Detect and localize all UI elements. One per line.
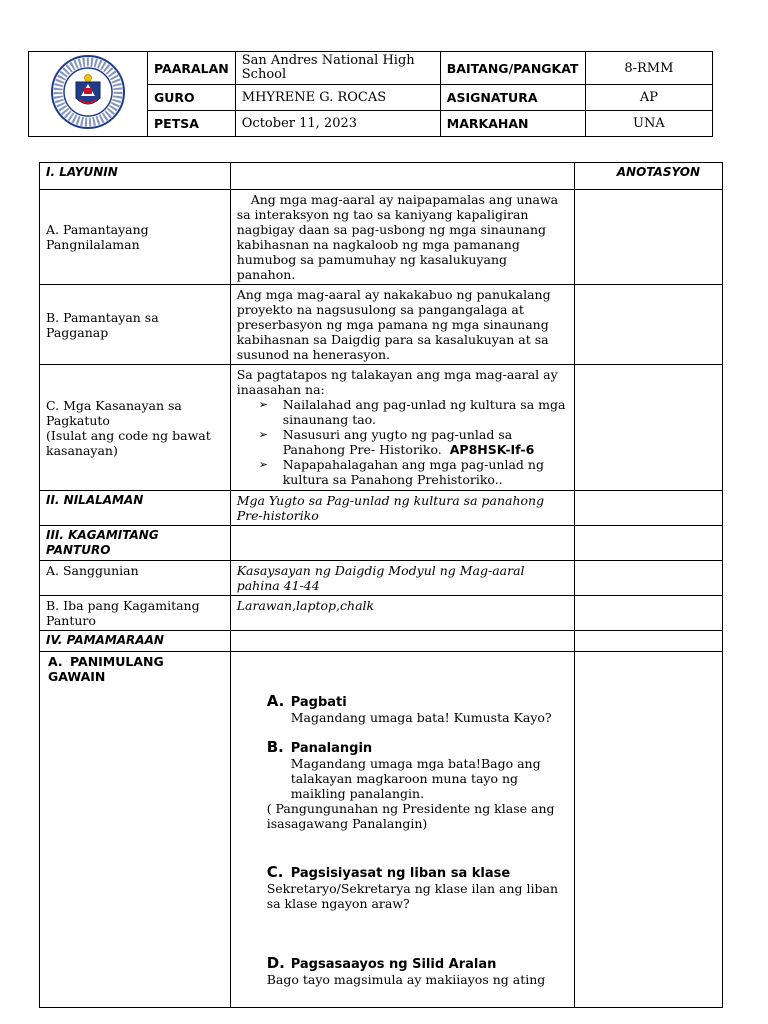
paaralan-value: San Andres National High School — [235, 52, 440, 85]
kasanayan-intro: Sa pagtatapos ng talakayan ang mga mag-aaral ay inaasahan na: — [236, 367, 558, 397]
sanggunian-label: A. Sanggunian — [40, 561, 231, 596]
guro-value: MHYRENE G. ROCAS — [235, 85, 440, 111]
nilalaman-heading: II. NILALAMAN — [40, 491, 231, 526]
logo-cell — [29, 52, 148, 137]
arrow-bullet-icon: ➢ — [258, 428, 268, 441]
pamantayan-sa-pagganap-label: B. Pamantayan sa Pagganap — [40, 285, 231, 365]
table-row — [40, 491, 723, 526]
pamamaraan-heading: IV. PAMAMARAAN — [40, 631, 231, 652]
paaralan-label: PAARALAN — [148, 52, 236, 85]
kasanayan-note: (Isulat ang code ng bawat kasanayan) — [46, 427, 211, 458]
pagsasaayos-text: Bago tayo magsimula ay makiiayos ng ating — [266, 972, 546, 987]
kagamitan-heading: III. KAGAMITANG PANTURO — [40, 526, 231, 561]
baitang-label: BAITANG/PANGKAT — [440, 52, 585, 85]
step-pagbati: A. Pagbati Magandang umaga bata! Kumusta Kayo? — [266, 692, 552, 725]
pamantayang-pangnilalaman-label: A. Pamantayang Pangnilalaman — [40, 190, 231, 285]
lesson-plan-table — [39, 162, 723, 1008]
pagsisiyasat-text: Sekretaryo/Sekretarya ng klase ilan ang liban sa klase ngayon araw? — [266, 881, 558, 911]
kasanayan-cell — [40, 365, 231, 491]
arrow-bullet-icon: ➢ — [258, 458, 268, 471]
step-panalangin: B. Panalangin Magandang umaga mga bata!Bago ang talakayan magkaroon muna tayo ng maikling panalangin. — [266, 738, 541, 801]
asignatura-label: ASIGNATURA — [440, 85, 585, 111]
table-row — [40, 163, 723, 190]
table-row — [40, 285, 723, 365]
iba-pang-kagamitan-label: B. Iba pang Kagamitang Panturo — [40, 596, 231, 631]
iba-pang-kagamitan-text: Larawan,laptop,chalk — [230, 596, 574, 631]
kasanayan-content — [230, 365, 574, 491]
step-pagsisiyasat: C. Pagsisiyasat ng liban sa klase — [266, 863, 511, 881]
guro-label: GURO — [148, 85, 236, 111]
kasanayan-list — [237, 397, 568, 487]
list-item: ➢ Napapahalagahan ang mga pag-unlad ng kultura sa Panahong Prehistoriko.. — [258, 457, 544, 487]
kasanayan-label: C. Mga Kasanayan sa Pagkatuto — [46, 397, 182, 428]
nilalaman-text: Mga Yugto sa Pag-unlad ng kultura sa panahong Pre-historiko — [230, 491, 574, 526]
deped-seal-icon — [50, 54, 126, 130]
markahan-label: MARKAHAN — [440, 111, 585, 137]
panalangin-note: ( Pangungunahan ng Presidente ng klase ang isasagawang Panalangin) — [266, 801, 555, 831]
table-row — [40, 631, 723, 652]
list-item: ➢ Nasusuri ang yugto ng pag-unlad sa Panahong Pre- Historiko. AP8HSK-If-6 — [258, 427, 535, 457]
panimulang-gawain-label: A. PANIMULANG GAWAIN — [40, 652, 231, 1008]
table-row — [40, 652, 723, 1008]
pamantayan-sa-pagganap-text: Ang mga mag-aaral ay nakakabuo ng panukalang proyekto na nagsusulong sa pangangalaga at preserbasyon ng mga pamana ng mga sinaunang kabihasnan sa Daigdig para sa kasalukuyan at sa susunod na henerasyon. — [230, 285, 574, 365]
pamantayang-pangnilalaman-text: Ang mga mag-aaral ay naipapamalas ang unawa sa interaksyon ng tao sa kaniyang kapaligiran nagbigay daan sa pag-usbong ng mga sinaunang kabihasnan na nagkaloob ng mga pamanang humubog sa pamumuhay ng kasalukuyang panahon. — [230, 190, 574, 285]
table-row — [40, 596, 723, 631]
header-table — [28, 51, 713, 137]
asignatura-value: AP — [585, 85, 712, 111]
table-row — [40, 365, 723, 491]
list-item: ➢ Nailalahad ang pag-unlad ng kultura sa mga sinaunang tao. — [258, 397, 566, 427]
table-row — [40, 190, 723, 285]
baitang-value: 8-RMM — [585, 52, 712, 85]
step-pagsasaayos: D. Pagsasaayos ng Silid Aralan — [266, 954, 497, 972]
panimulang-gawain-content — [230, 652, 574, 1008]
petsa-value: October 11, 2023 — [235, 111, 440, 137]
table-row — [40, 561, 723, 596]
arrow-bullet-icon: ➢ — [258, 398, 268, 411]
markahan-value: UNA — [585, 111, 712, 137]
layunin-heading: I. LAYUNIN — [40, 163, 231, 190]
petsa-label: PETSA — [148, 111, 236, 137]
anotasyon-heading: ANOTASYON — [575, 163, 723, 190]
sanggunian-text: Kasaysayan ng Daigdig Modyul ng Mag-aaral pahina 41-44 — [230, 561, 574, 596]
table-row — [40, 526, 723, 561]
competency-code: AP8HSK-If-6 — [449, 442, 535, 457]
